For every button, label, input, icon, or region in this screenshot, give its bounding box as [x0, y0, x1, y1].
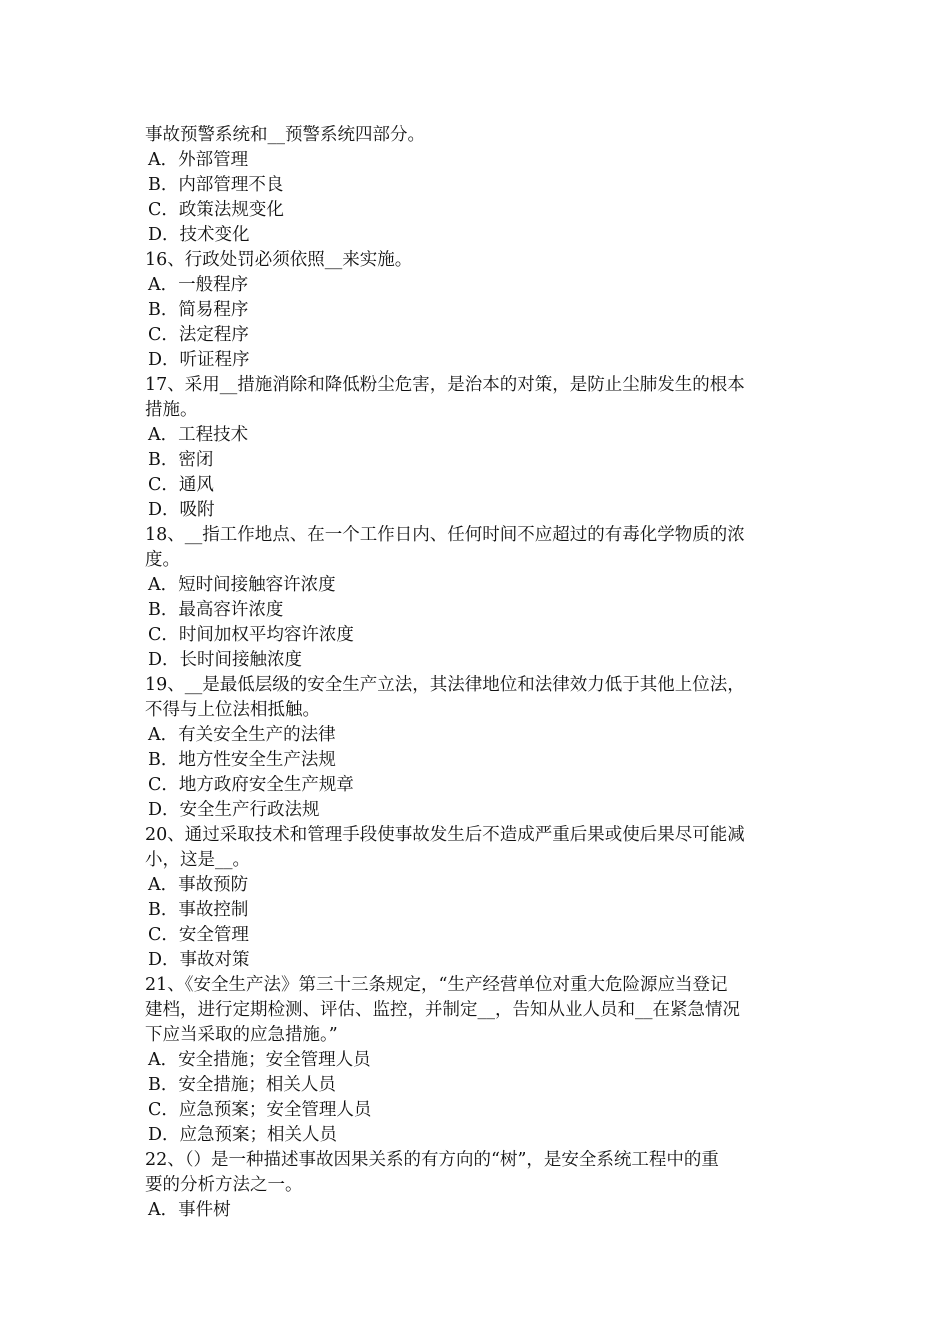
question-block — [145, 523, 815, 673]
question-block — [145, 823, 815, 973]
option-d: D．技术变化 — [148, 225, 250, 245]
question-stem-line: 小，这是__。 — [145, 850, 250, 870]
question-stem-line: 16、行政处罚必须依照__来实施。 — [145, 250, 413, 270]
option-c: C．通风 — [148, 475, 214, 495]
option-b: B．密闭 — [148, 450, 214, 470]
option-d: D．听证程序 — [148, 350, 250, 370]
question-list — [145, 248, 815, 1223]
option-a: A．事件树 — [148, 1200, 231, 1220]
question-block — [145, 973, 815, 1148]
question-stem-line: 18、__指工作地点、在一个工作日内、任何时间不应超过的有毒化学物质的浓 — [145, 525, 745, 545]
option-b: B．内部管理不良 — [148, 175, 284, 195]
option-d: D．吸附 — [148, 500, 215, 520]
option-c: C．安全管理 — [148, 925, 249, 945]
option-a: A．有关安全生产的法律 — [148, 725, 336, 745]
option-b: B．安全措施；相关人员 — [148, 1075, 336, 1095]
option-d: D．事故对策 — [148, 950, 250, 970]
option-a: A．一般程序 — [148, 275, 249, 295]
question-block — [145, 373, 815, 523]
option-a: A．短时间接触容许浓度 — [148, 575, 336, 595]
question-stem-line: 20、通过采取技术和管理手段使事故发生后不造成严重后果或使后果尽可能减 — [145, 825, 745, 845]
question-stem-line: 17、采用__措施消除和降低粉尘危害，是治本的对策，是防止尘肺发生的根本 — [145, 375, 745, 395]
option-b: B．地方性安全生产法规 — [148, 750, 336, 770]
option-c: C．地方政府安全生产规章 — [148, 775, 354, 795]
question-stem-line: 19、__是最低层级的安全生产立法，其法律地位和法律效力低于其他上位法， — [145, 675, 745, 695]
option-c: C．法定程序 — [148, 325, 249, 345]
option-c: C．政策法规变化 — [148, 200, 284, 220]
question-block — [145, 1148, 815, 1223]
option-d: D．应急预案；相关人员 — [148, 1125, 338, 1145]
option-c: C．时间加权平均容许浓度 — [148, 625, 354, 645]
question-stem-line: 21、《安全生产法》第三十三条规定，“生产经营单位对重大危险源应当登记 — [145, 975, 728, 995]
option-c: C．应急预案；安全管理人员 — [148, 1100, 372, 1120]
option-a: A．事故预防 — [148, 875, 249, 895]
question-stem-line: 要的分析方法之一。 — [145, 1175, 303, 1195]
option-a: A．安全措施；安全管理人员 — [148, 1050, 371, 1070]
document-body — [145, 123, 815, 1223]
question-block — [145, 248, 815, 373]
option-b: B．简易程序 — [148, 300, 249, 320]
option-a: A．外部管理 — [148, 150, 249, 170]
option-b: B．最高容许浓度 — [148, 600, 284, 620]
question-stem-line: 下应当采取的应急措施。” — [145, 1025, 338, 1045]
question-stem-line: 22、（）是一种描述事故因果关系的有方向的“树”，是安全系统工程中的重 — [145, 1150, 719, 1170]
option-b: B．事故控制 — [148, 900, 249, 920]
question-stem-line: 措施。 — [145, 400, 198, 420]
option-d: D．长时间接触浓度 — [148, 650, 303, 670]
question-stem-line: 度。 — [145, 550, 180, 570]
question-stem-line: 不得与上位法相抵触。 — [145, 700, 320, 720]
question-stem-line: 建档，进行定期检测、评估、监控，并制定__，告知从业人员和__在紧急情况 — [145, 1000, 740, 1020]
option-d: D．安全生产行政法规 — [148, 800, 320, 820]
option-a: A．工程技术 — [148, 425, 249, 445]
question-block — [145, 673, 815, 823]
question-stem-line: 事故预警系统和__预警系统四部分。 — [145, 125, 425, 145]
